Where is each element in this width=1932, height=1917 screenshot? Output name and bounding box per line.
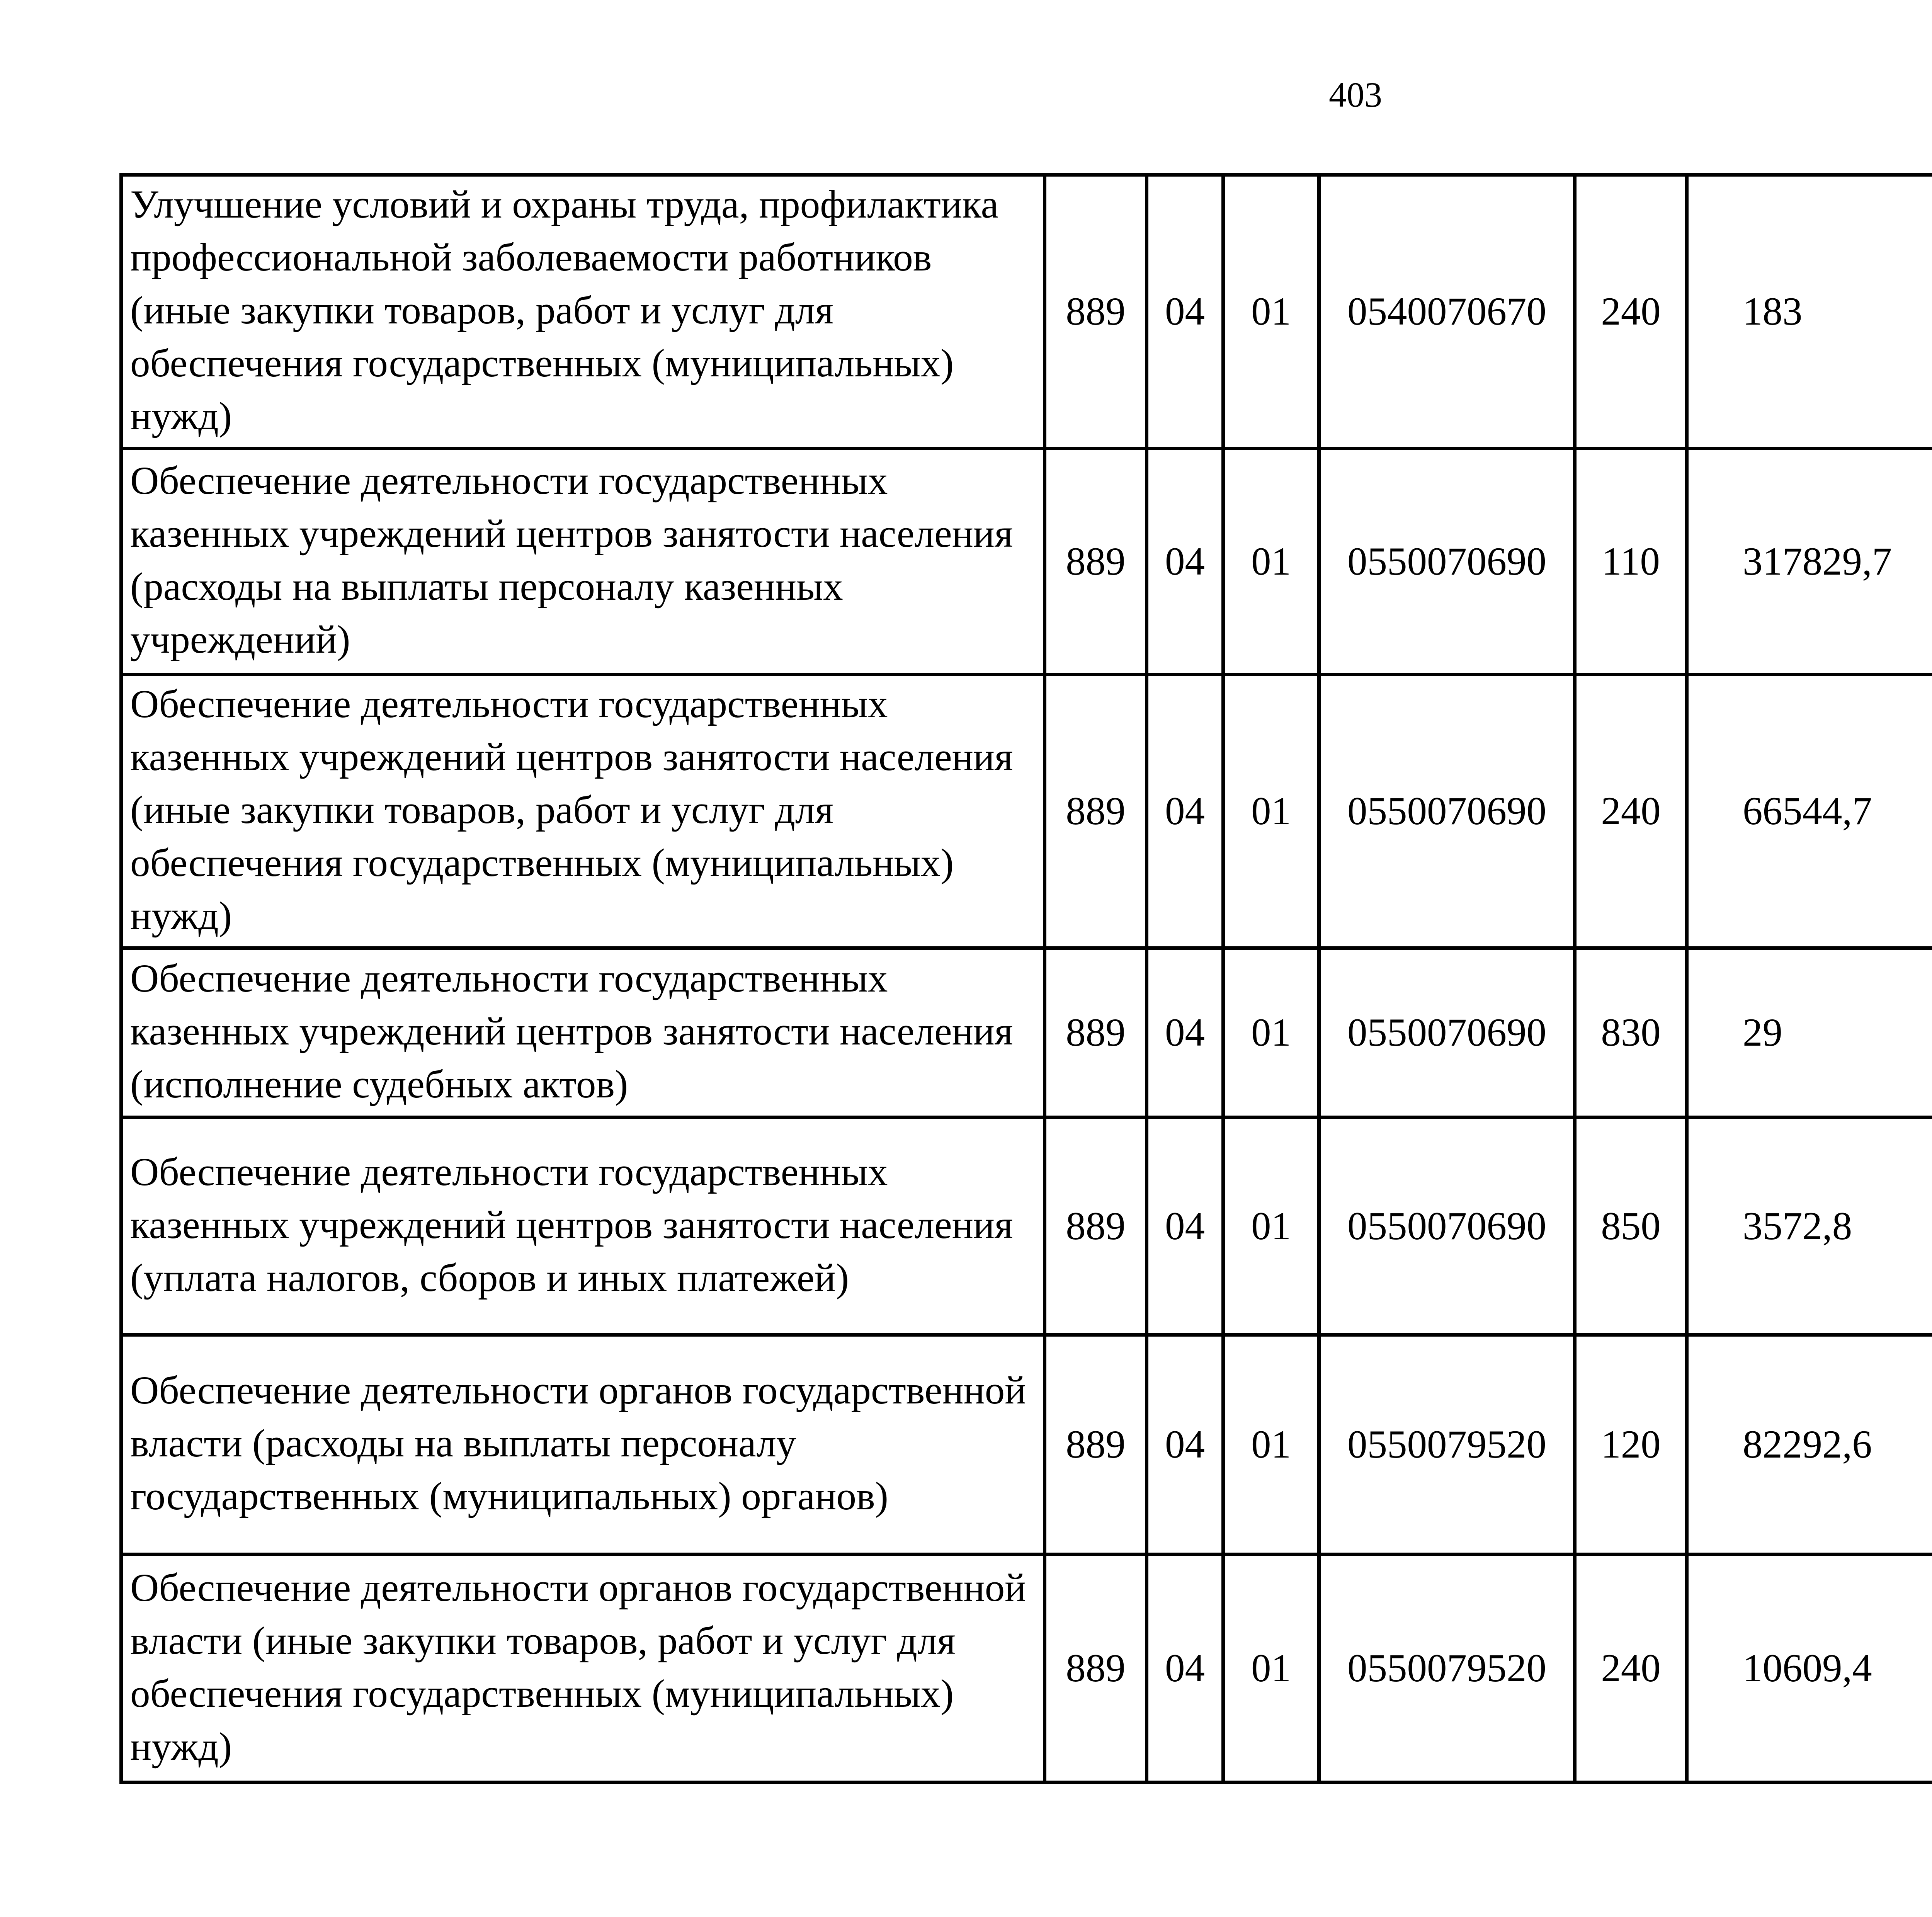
ministry-code: 889 — [1045, 1118, 1147, 1335]
target-article-code: 0550070690 — [1319, 948, 1575, 1118]
subsection-code: 01 — [1223, 175, 1319, 449]
target-article-code: 0540070670 — [1319, 175, 1575, 449]
expense-type-code: 850 — [1575, 1118, 1687, 1335]
expense-type-code: 240 — [1575, 1555, 1687, 1783]
row-description: Обеспечение деятельности органов государственной власти (расходы на выплаты персоналу государственных (муниципальных) органов) — [121, 1335, 1045, 1555]
target-article-code: 0550070690 — [1319, 1118, 1575, 1335]
subsection-code: 01 — [1223, 1555, 1319, 1783]
amount-year-1: 10609,4 — [1687, 1555, 1932, 1783]
row-description: Улучшение условий и охраны труда, профилактика профессиональной заболеваемости работников (иные закупки товаров, работ и услуг для обеспечения государственных (муниципальных) нужд) — [121, 175, 1045, 449]
target-article-code: 0550079520 — [1319, 1335, 1575, 1555]
section-code: 04 — [1147, 948, 1223, 1118]
budget-table — [119, 173, 1932, 1784]
amount-year-1: 82292,6 — [1687, 1335, 1932, 1555]
target-article-code: 0550070690 — [1319, 675, 1575, 948]
table-row — [121, 675, 1932, 948]
table-row — [121, 1555, 1932, 1783]
ministry-code: 889 — [1045, 1555, 1147, 1783]
section-code: 04 — [1147, 175, 1223, 449]
section-code: 04 — [1147, 449, 1223, 675]
table-row — [121, 1118, 1932, 1335]
amount-year-1: 29 — [1687, 948, 1932, 1118]
amount-year-1: 317829,7 — [1687, 449, 1932, 675]
ministry-code: 889 — [1045, 1335, 1147, 1555]
row-description: Обеспечение деятельности государственных казенных учреждений центров занятости населения (иные закупки товаров, работ и услуг для обеспечения государственных (муниципальных) нужд) — [121, 675, 1045, 948]
row-description: Обеспечение деятельности государственных казенных учреждений центров занятости населения (исполнение судебных актов) — [121, 948, 1045, 1118]
expense-type-code: 240 — [1575, 175, 1687, 449]
section-code: 04 — [1147, 1555, 1223, 1783]
expense-type-code: 120 — [1575, 1335, 1687, 1555]
expense-type-code: 830 — [1575, 948, 1687, 1118]
section-code: 04 — [1147, 1335, 1223, 1555]
table-row — [121, 449, 1932, 675]
target-article-code: 0550079520 — [1319, 1555, 1575, 1783]
table-row — [121, 948, 1932, 1118]
subsection-code: 01 — [1223, 1335, 1319, 1555]
subsection-code: 01 — [1223, 948, 1319, 1118]
amount-year-1: 183 — [1687, 175, 1932, 449]
row-description: Обеспечение деятельности государственных казенных учреждений центров занятости населения (расходы на выплаты персоналу казенных учреждений) — [121, 449, 1045, 675]
expense-type-code: 110 — [1575, 449, 1687, 675]
table-row — [121, 1335, 1932, 1555]
ministry-code: 889 — [1045, 948, 1147, 1118]
row-description: Обеспечение деятельности органов государственной власти (иные закупки товаров, работ и услуг для обеспечения государственных (муниципальных) нужд) — [121, 1555, 1045, 1783]
section-code: 04 — [1147, 675, 1223, 948]
subsection-code: 01 — [1223, 449, 1319, 675]
row-description: Обеспечение деятельности государственных казенных учреждений центров занятости населения (уплата налогов, сборов и иных платежей) — [121, 1118, 1045, 1335]
subsection-code: 01 — [1223, 675, 1319, 948]
ministry-code: 889 — [1045, 675, 1147, 948]
section-code: 04 — [1147, 1118, 1223, 1335]
page-number: 403 — [1329, 75, 1382, 114]
expense-type-code: 240 — [1575, 675, 1687, 948]
ministry-code: 889 — [1045, 175, 1147, 449]
amount-year-1: 66544,7 — [1687, 675, 1932, 948]
amount-year-1: 3572,8 — [1687, 1118, 1932, 1335]
subsection-code: 01 — [1223, 1118, 1319, 1335]
ministry-code: 889 — [1045, 449, 1147, 675]
table-row — [121, 175, 1932, 449]
target-article-code: 0550070690 — [1319, 449, 1575, 675]
